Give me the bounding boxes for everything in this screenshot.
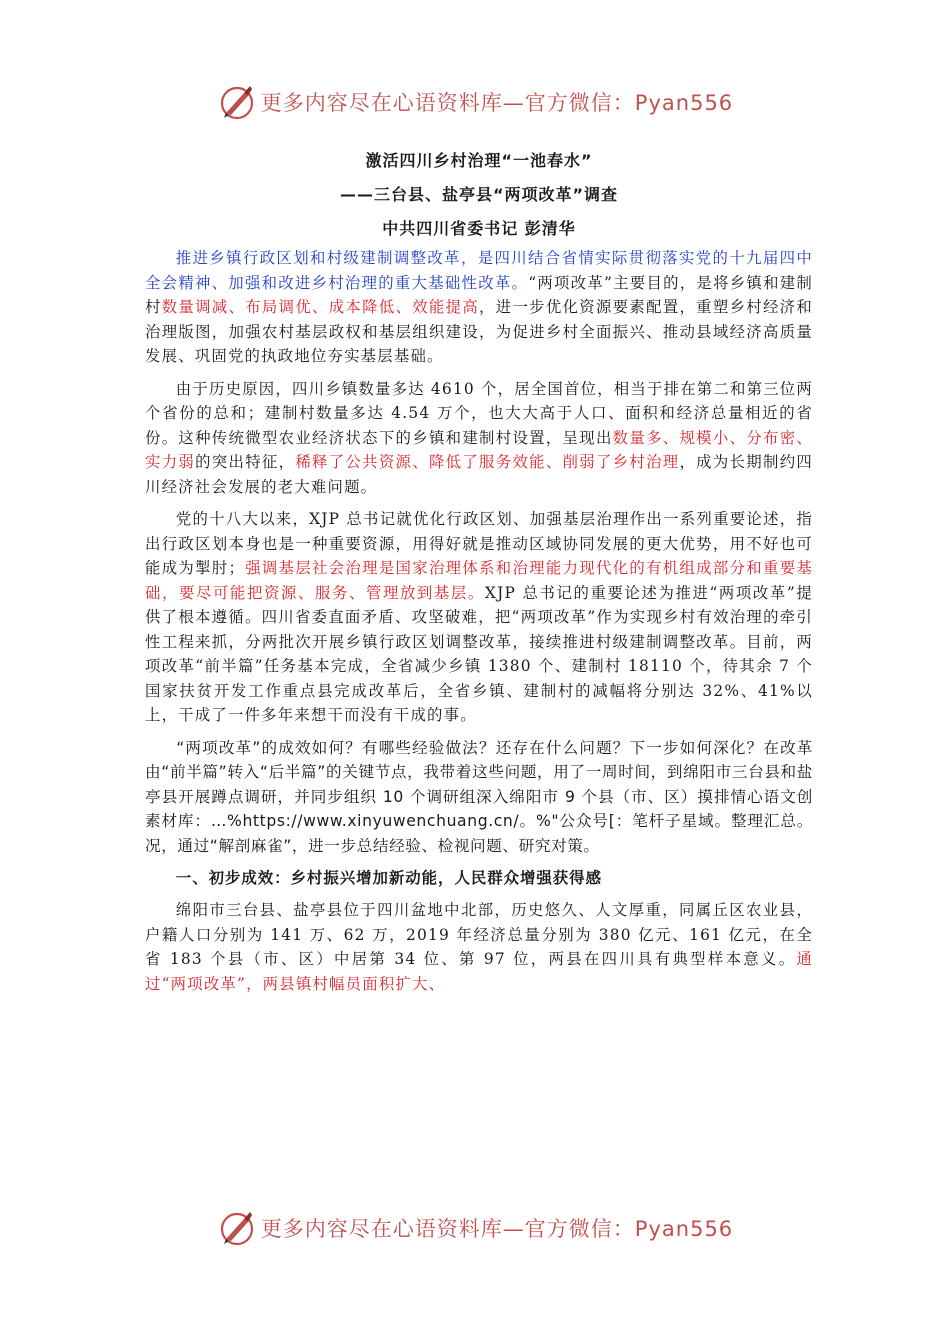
pen-logo-icon — [217, 82, 257, 122]
highlight-red: 通过“两项改革”，两县镇村幅员面积扩大、 — [145, 950, 813, 993]
highlight-red: 数量多、规模小、分布密、实力弱 — [145, 428, 813, 471]
highlight-red: 强调基层社会治理是国家治理体系和治理能力现代化的有机组成部分和重要基础，要尽可能把资源、服务、管理放到基层。 — [145, 559, 813, 602]
paragraph-5 — [145, 898, 813, 996]
text-run: 绵阳市三台县、盐亭县位于四川盆地中北部，历史悠久、人文厚重，同属丘区农业县，户籍人口分别为 141 万、62 万，2019 年经济总量分别为 380 亿元、161 亿元，在全省 183 个县（市、区）中居第 34 位、第 97 位，两县在四川具有典型样本意义。 — [145, 901, 813, 968]
paragraph-1 — [145, 246, 813, 369]
text-run: “两项改革”主要目的，是将乡镇和建制村 — [145, 273, 813, 316]
text-run: ，成为长期制约四川经济社会发展的老大难问题。 — [145, 453, 813, 496]
article-title: 激活四川乡村治理“一池春水” — [365, 151, 593, 170]
text-run: 的突出特征， — [195, 453, 296, 471]
paragraph-4 — [145, 736, 813, 859]
article — [145, 150, 813, 1004]
section-heading-1: 一、初步成效：乡村振兴增加新动能，人民群众增强获得感 — [175, 869, 602, 887]
article-author: 中共四川省委书记 彭清华 — [382, 219, 576, 238]
highlight-red: 稀释了公共资源、降低了服务效能、削弱了乡村治理 — [295, 453, 680, 471]
highlight-blue: 推进乡镇行政区划和村级建制调整改革，是四川结合省情实际贯彻落实党的十九届四中全会精神、加强和改进乡村治理的重大基础性改革。 — [145, 249, 813, 292]
paragraph-2 — [145, 377, 813, 500]
text-run: 由于历史原因，四川乡镇数量多达 4610 个，居全国首位，相当于排在第二和第三位两个省份的总和；建制村数量多达 4.54 万个，也大大高于人口、面积和经济总量相近的省份。这种传统微型农业经济状态下的乡镇和建制村设置，呈现出 — [145, 379, 813, 447]
article-subtitle: ——三台县、盐亭县“两项改革”调查 — [339, 185, 619, 204]
text-run: “两项改革”的成效如何？有哪些经验做法？还存在什么问题？下一步如何深化？在改革由“前半篇”转入“后半篇”的关键节点，我带着这些问题，用了一周时间，到绵阳市三台县和盐亭县开展蹲点调研，并同步组织 10 个调研组深入绵阳市 9 个县（市、区）摸排情心语文创素材库：…%https://www.xinyuwenchuang.cn/。%"公众号[：笔杆子星域。整理汇总。况，通过“解剖麻雀”，进一步总结经验、检视问题、研究对策。 — [145, 738, 813, 855]
banner-text: 更多内容尽在心语资料库—官方微信：Pyan556 — [260, 91, 734, 115]
header-banner — [0, 82, 950, 122]
text-run: ，进一步优化资源要素配置，重塑乡村经济和治理版图，加强农村基层政权和基层组织建设，为促进乡村全面振兴、推动县域经济高质量发展、巩固党的执政地位夯实基层基础。 — [145, 298, 813, 365]
paragraph-3 — [145, 507, 813, 728]
pen-logo-icon — [217, 1208, 257, 1248]
text-run: XJP 总书记的重要论述为推进“两项改革”提供了根本遵循。四川省委直面矛盾、攻坚破难，把“两项改革”作为实现乡村有效治理的牵引性工程来抓，分两批次开展乡镇行政区划调整改革，接续推进村级建制调整改革。目前，两项改革“前半篇”任务基本完成，全省减少乡镇 1380 个、建制村 18110 个，待其余 7 个国家扶贫开发工作重点县完成改革后，全省乡镇、建制村的减幅将分别达 32%、41%以上，干成了一件多年来想干而没有干成的事。 — [145, 583, 813, 724]
highlight-red: 数量调减、布局调优、成本降低、效能提高 — [161, 298, 480, 316]
text-run: 党的十八大以来，XJP 总书记就优化行政区划、加强基层治理作出一系列重要论述，指出行政区划本身也是一种重要资源，用得好就是推动区域协同发展的更大优势，用不好也可能成为掣肘； — [145, 510, 813, 577]
footer-banner — [0, 1208, 950, 1248]
banner-text: 更多内容尽在心语资料库—官方微信：Pyan556 — [260, 1217, 734, 1241]
